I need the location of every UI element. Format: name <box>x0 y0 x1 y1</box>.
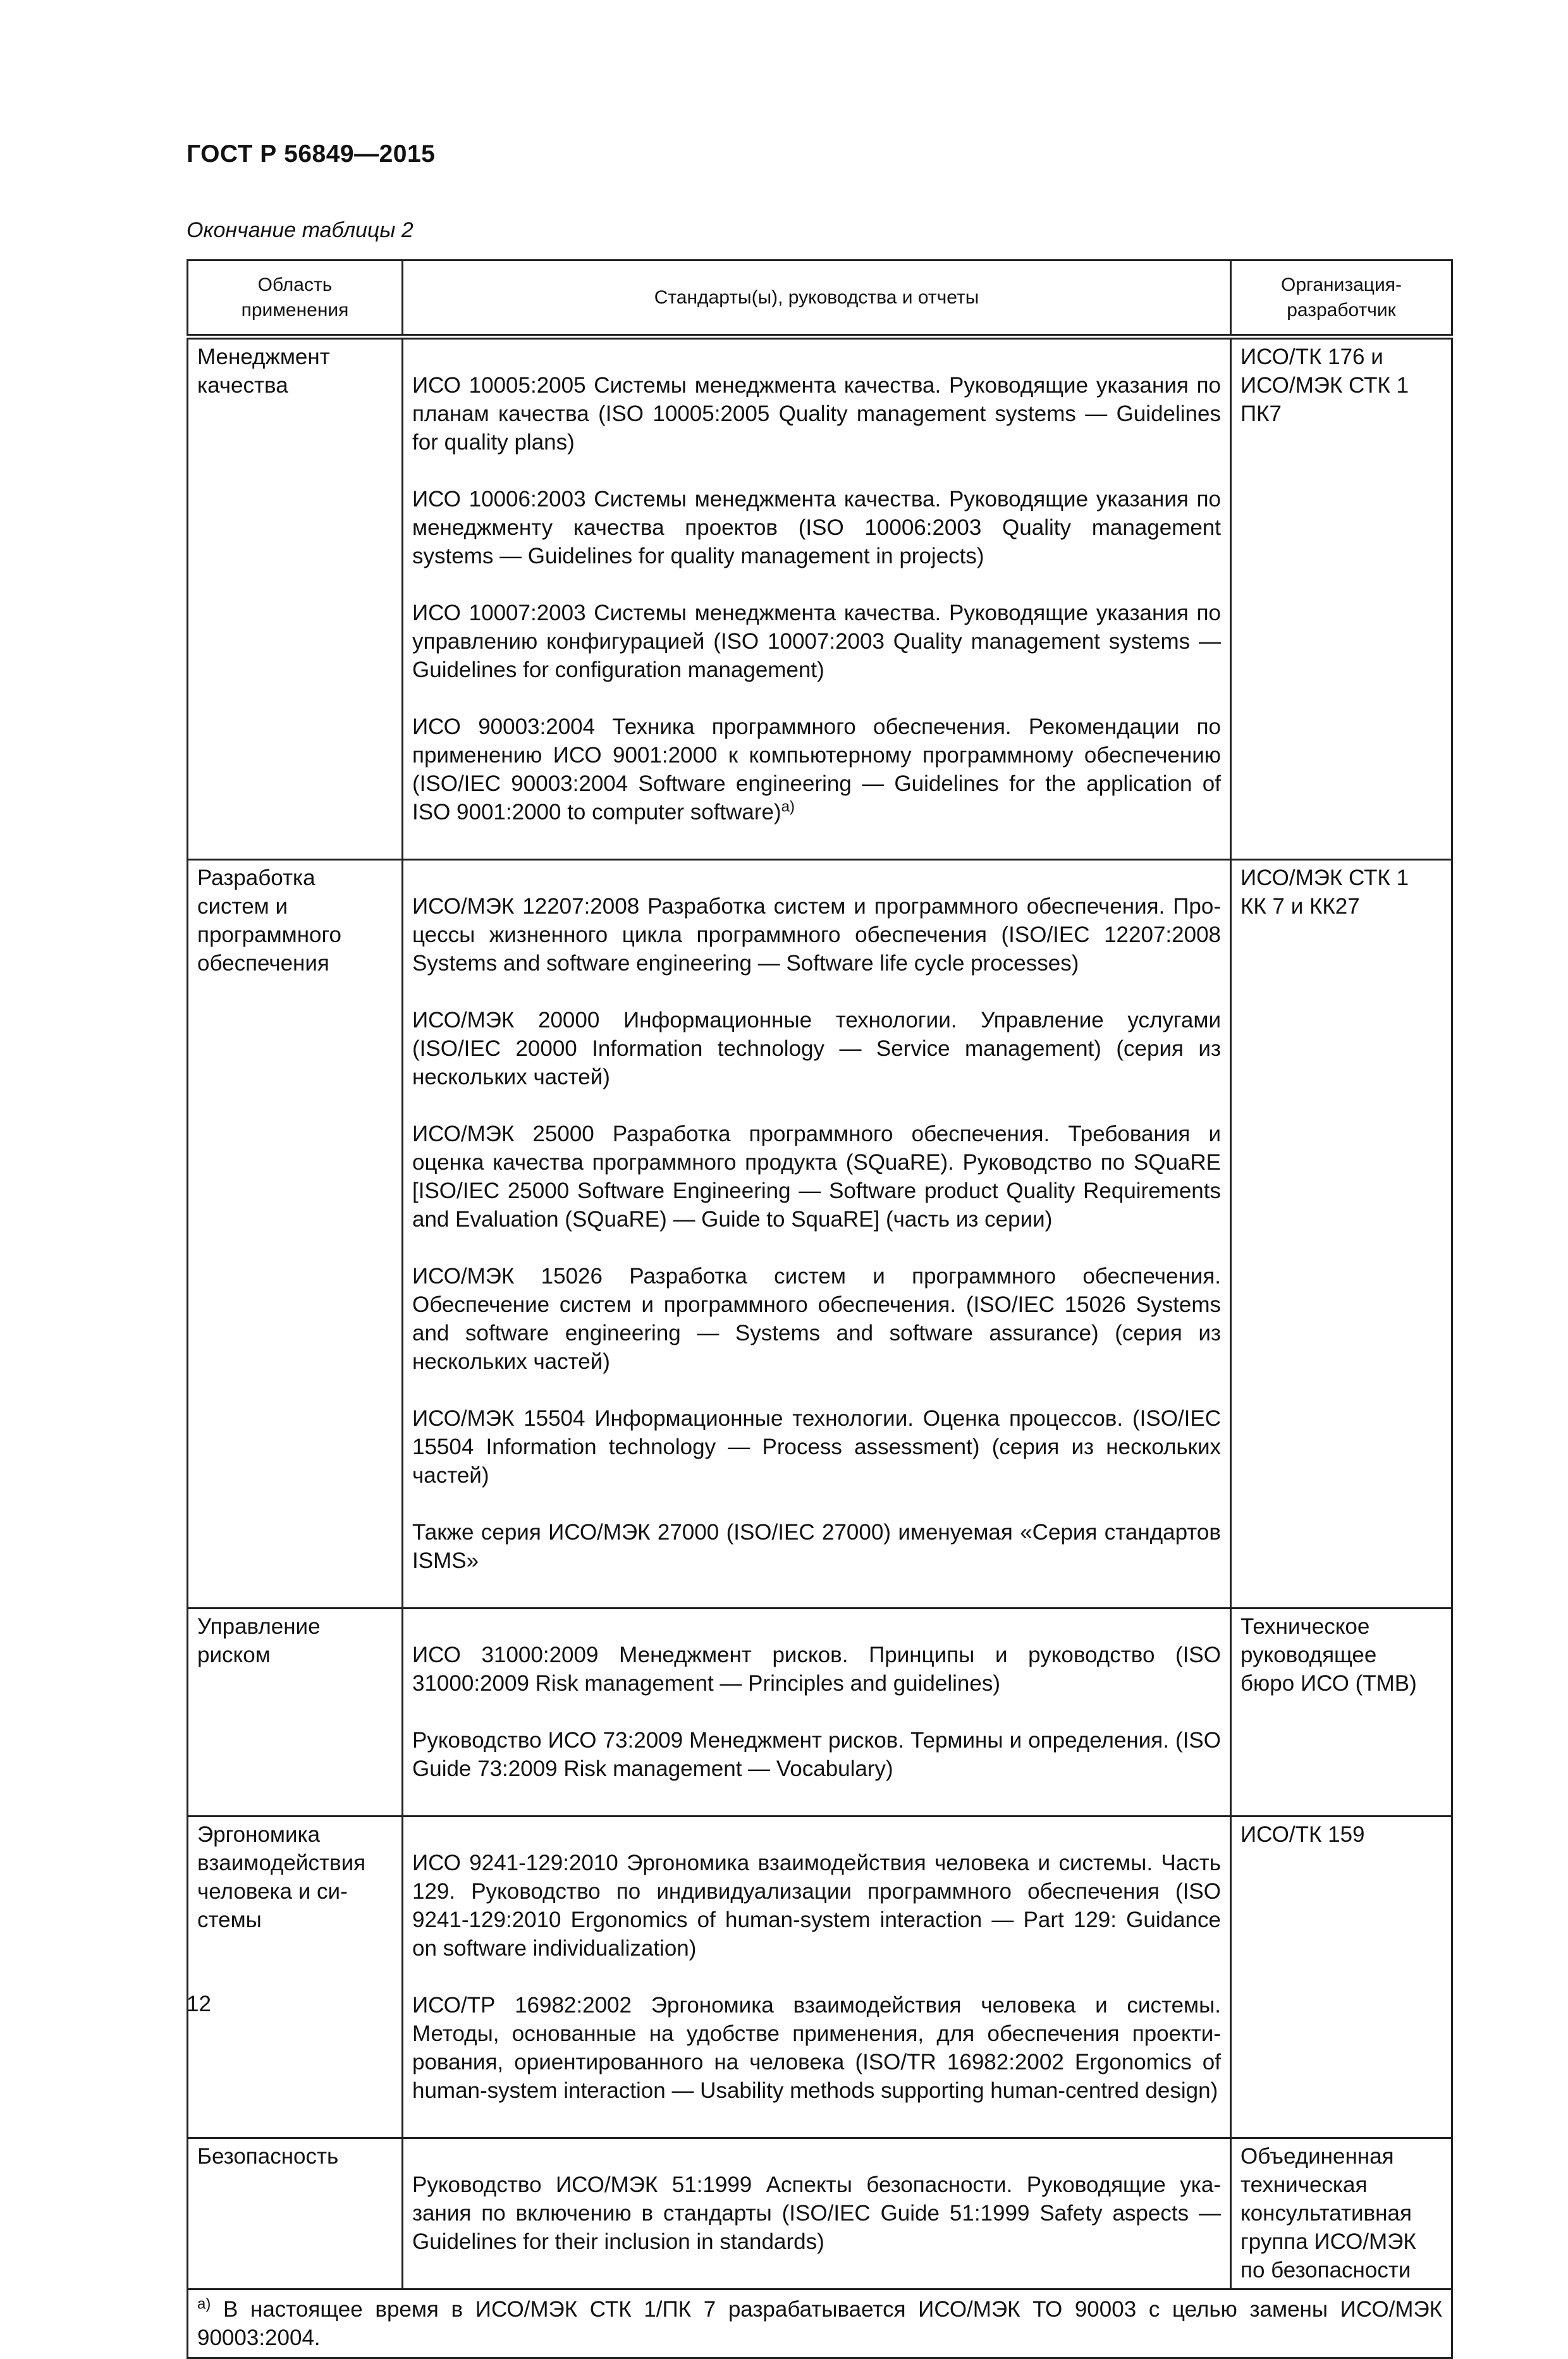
standard-entry: ИСО 10006:2003 Системы менеджмента качества. Руководящие указания по менеджменту качества проектов (ISO 10006:2003 Quality management systems — Guidelines for quality management in projects) <box>412 487 1221 568</box>
standards-cell <box>403 1608 1231 1817</box>
footnote-text: В настоящее время в ИСО/МЭК СТК 1/ПК 7 разрабатывается ИСО/МЭК ТО 90003 с целью замены ИСО/МЭК 90003:2004. <box>197 2297 1442 2350</box>
standard-entry: ИСО/МЭК 12207:2008 Разработка систем и программного обеспечения. Процессы жизненного цикла программного обеспечения (ISO/IEC 12207:2008 Systems and software engineering — Software life cycle processes) <box>412 894 1221 976</box>
standard-entry: ИСО/ТР 16982:2002 Эргономика взаимодействия человека и системы. Методы, основанные на удобстве применения, для обеспечения проектирования, ориентированного на человека (ISO/TR 16982:2002 Ergonomics of human-system interaction — Usability methods supporting human-centred design) <box>412 1993 1221 2103</box>
column-header-organization: Организация- разработчик <box>1231 260 1452 337</box>
footnote-row <box>188 2289 1452 2358</box>
table-row <box>188 1817 1452 2138</box>
standards-cell <box>403 337 1231 860</box>
document-id: ГОСТ Р 56849—2015 <box>187 140 436 168</box>
area-cell: Безопасность <box>188 2138 403 2289</box>
standards-cell <box>403 2138 1231 2289</box>
standard-entry: ИСО 9241-129:2010 Эргономика взаимодействия человека и системы. Часть 129. Руководство по индивидуализации программного обеспечения (ISO 9241-129:2010 Ergonomics of human-system interaction — Part 129: Guidance on software individualization) <box>412 1851 1221 1961</box>
area-cell: Эргономика взаимодействия человека и си- стемы <box>188 1817 403 2138</box>
standard-entry: ИСО 10005:2005 Системы менеджмента качества. Руководящие указания по планам качества (ISO 10005:2005 Quality management systems — Guidelines for quality plans) <box>412 373 1221 455</box>
footnote-ref: а) <box>781 798 795 816</box>
page-number: 12 <box>187 1992 211 2016</box>
footnote-cell <box>188 2289 1452 2358</box>
column-header-area: Область применения <box>188 260 403 337</box>
standard-entry <box>412 713 1221 826</box>
footnote-marker: а) <box>197 2295 211 2313</box>
standard-entry: ИСО 31000:2009 Менеджмент рисков. Принципы и руководство (ISO 31000:2009 Risk management — Principles and guidelines) <box>412 1643 1221 1696</box>
table-row <box>188 1608 1452 1817</box>
standard-entry-text: ИСО 90003:2004 Техника программного обеспечения. Рекомендации по применению ИСО 9001:2000 к компьютерному программному обеспечению (ISO/IEC 90003:2004 Software engineering — Guidelines for the application of ISO 9001:2000 to computer software) <box>412 714 1221 824</box>
standards-cell <box>403 860 1231 1608</box>
standard-entry: Также серия ИСО/МЭК 27000 (ISO/IEC 27000) именуемая «Серия стандартов ISMS» <box>412 1520 1221 1573</box>
table-row <box>188 860 1452 1608</box>
standard-entry: ИСО/МЭК 15504 Информационные технологии. Оценка процессов. (ISO/IEC 15504 Information technology — Process assessment) (серия из нескольких частей) <box>412 1406 1221 1488</box>
table-header-row <box>188 260 1452 337</box>
organization-cell: ИСО/ТК 159 <box>1231 1817 1452 2138</box>
area-cell: Менеджмент качества <box>188 337 403 860</box>
table-caption: Окончание таблицы 2 <box>187 218 413 242</box>
standard-entry: Руководство ИСО 73:2009 Менеджмент рисков. Термины и определения. (ISO Guide 73:2009 Risk management — Vocabulary) <box>412 1728 1221 1781</box>
organization-cell: ИСО/МЭК СТК 1 КК 7 и КК27 <box>1231 860 1452 1608</box>
organization-cell: Объединенная техническая консультативная группа ИСО/МЭК по безопасности <box>1231 2138 1452 2289</box>
standard-entry: ИСО/МЭК 15026 Разработка систем и программного обеспечения. Обеспечение систем и программного обеспечения. (ISO/IEC 15026 Systems and software engineering — Systems and software assurance) (серия из нескольких частей) <box>412 1264 1221 1374</box>
organization-cell: ИСО/ТК 176 и ИСО/МЭК СТК 1 ПК7 <box>1231 337 1452 860</box>
standards-table <box>187 259 1453 2359</box>
standards-cell <box>403 1817 1231 2138</box>
standard-entry: ИСО 10007:2003 Системы менеджмента качества. Руководящие указания по управлению конфигурацией (ISO 10007:2003 Quality management systems — Guidelines for configuration management) <box>412 601 1221 682</box>
standard-entry: ИСО/МЭК 20000 Информационные технологии. Управление услугами (ISO/IEC 20000 Information technology — Service management) (серия из нескольких частей) <box>412 1008 1221 1089</box>
table-row <box>188 2138 1452 2289</box>
column-header-standards: Стандарты(ы), руководства и отчеты <box>403 260 1231 337</box>
table-row <box>188 337 1452 860</box>
standard-entry: ИСО/МЭК 25000 Разработка программного обеспечения. Требования и оценка качества программного продукта (SQuaRE). Руководство по SQuaRE [ISO/IEC 25000 Software Engineering — Software product Quality Requirements and Evaluation (SQuaRE) — Guide to SquaRE] (часть из серии) <box>412 1122 1221 1232</box>
area-cell: Разработка систем и программного обеспечения <box>188 860 403 1608</box>
organization-cell: Техническое руководящее бюро ИСО (ТМВ) <box>1231 1608 1452 1817</box>
area-cell: Управление риском <box>188 1608 403 1817</box>
standard-entry: Руководство ИСО/МЭК 51:1999 Аспекты безопасности. Руководящие указания по включению в стандарты (ISO/IEC Guide 51:1999 Safety aspects — Guidelines for their inclusion in standards) <box>412 2172 1221 2254</box>
